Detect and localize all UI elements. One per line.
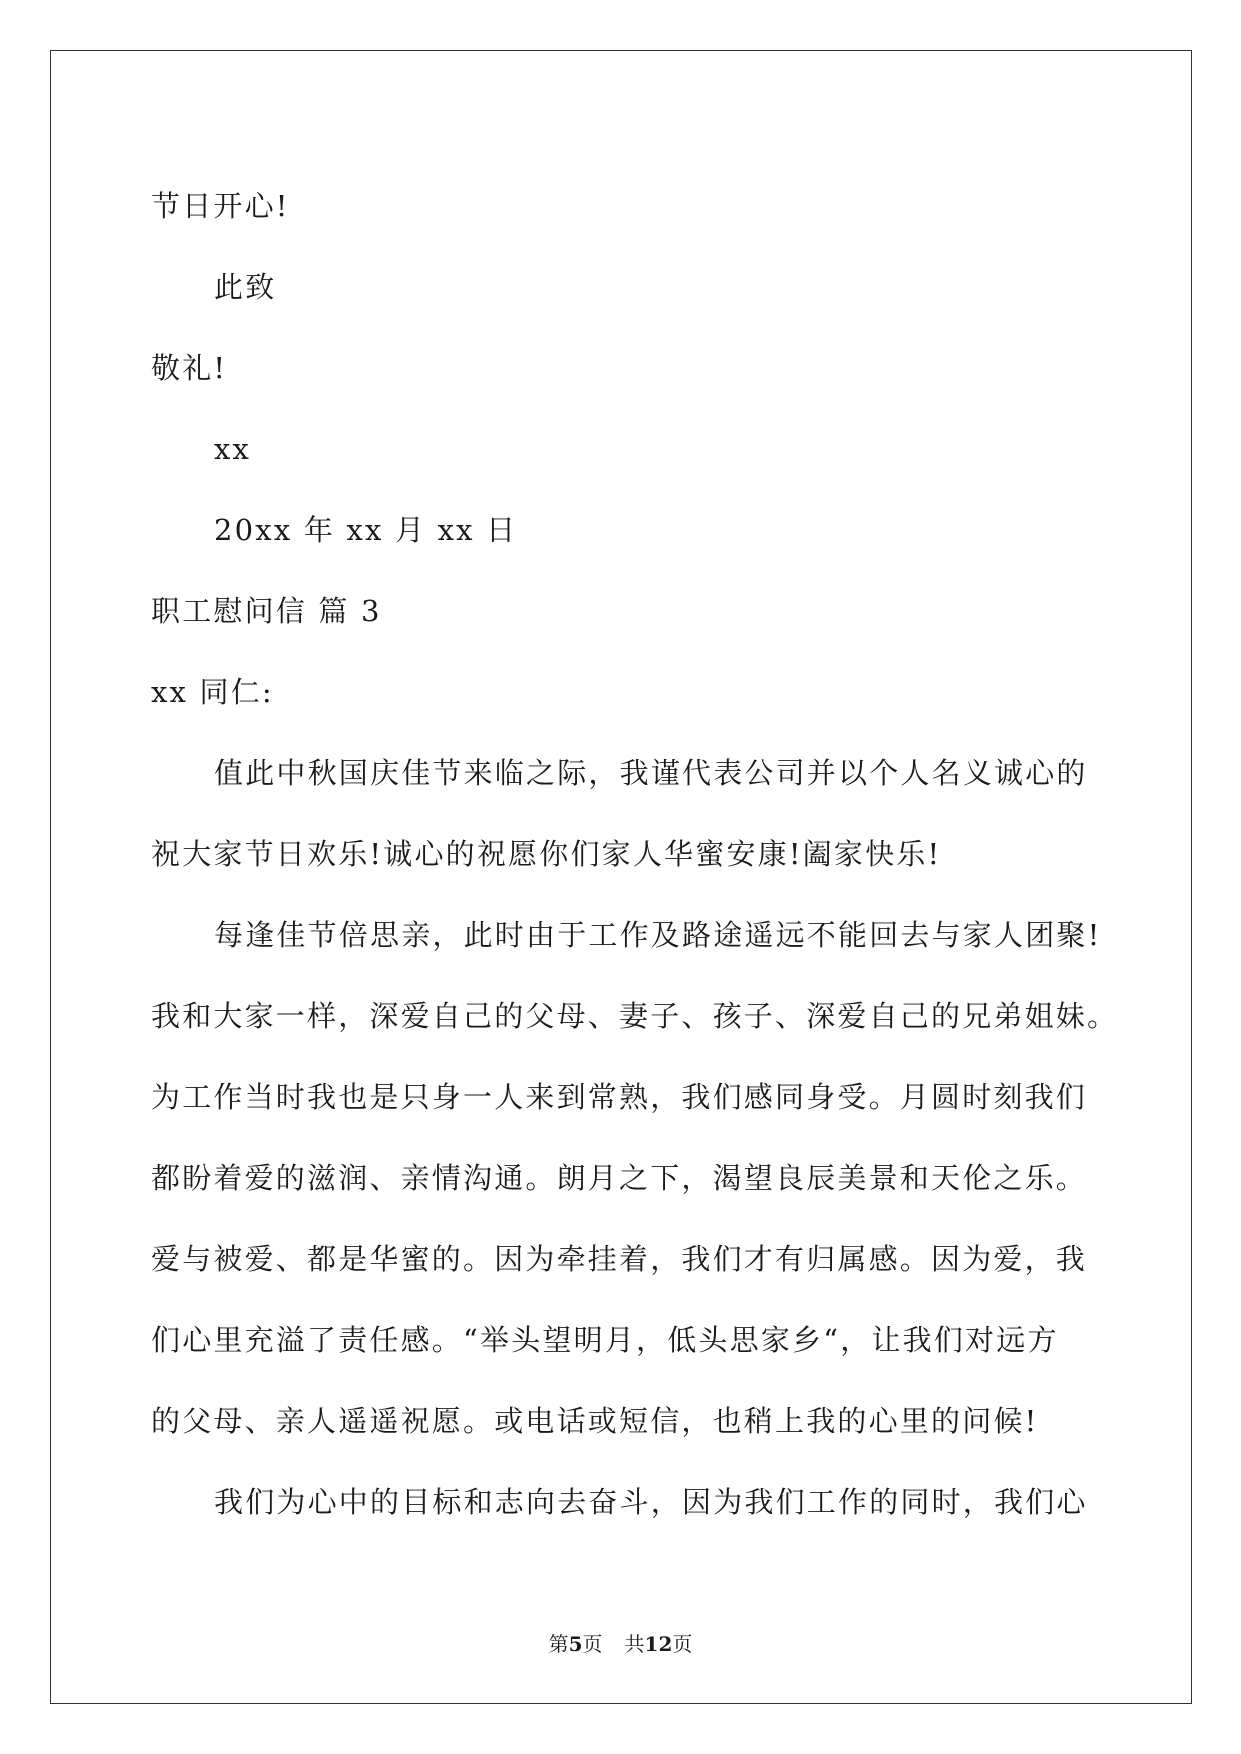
total-pages: 12	[644, 1632, 673, 1656]
salutation-line: 敬礼!	[151, 351, 228, 385]
signature-line: xx	[214, 432, 252, 466]
total-prefix: 共	[624, 1632, 645, 1656]
closing-line: 节日开心!	[151, 189, 290, 223]
paragraph-line: 的父母、亲人遥遥祝愿。或电话或短信，也稍上我的心里的问候!	[151, 1404, 1039, 1438]
paragraph-line: 我和大家一样，深爱自己的父母、妻子、孩子、深爱自己的兄弟姐妹。	[151, 999, 1119, 1033]
paragraph-line: 我们为心中的目标和志向去奋斗，因为我们工作的同时，我们心	[214, 1485, 1088, 1519]
salutation-line: 此致	[214, 270, 277, 304]
paragraph-line: 们心里充溢了责任感。“举头望明月，低头思家乡“，让我们对远方	[151, 1323, 1059, 1357]
total-suffix: 页	[672, 1632, 693, 1656]
paragraph-line: 都盼着爱的滋润、亲情沟通。朗月之下，渴望良辰美景和天伦之乐。	[151, 1161, 1088, 1195]
document-body	[151, 166, 1121, 1543]
paragraph-line: 为工作当时我也是只身一人来到常熟，我们感同身受。月圆时刻我们	[151, 1080, 1088, 1114]
page-footer	[0, 1628, 1241, 1657]
page-suffix: 页	[582, 1632, 603, 1656]
page-number: 5	[568, 1632, 583, 1656]
date-line: 20xx 年 xx 月 xx 日	[214, 513, 518, 547]
paragraph-line: 每逢佳节倍思亲，此时由于工作及路途遥远不能回去与家人团聚!	[214, 918, 1102, 952]
paragraph-line: 值此中秋国庆佳节来临之际，我谨代表公司并以个人名义诚心的	[214, 756, 1088, 790]
paragraph-line: 爱与被爱、都是华蜜的。因为牵挂着，我们才有归属感。因为爱，我	[151, 1242, 1088, 1276]
paragraph-line: 祝大家节日欢乐!诚心的祝愿你们家人华蜜安康!阖家快乐!	[151, 837, 942, 871]
page-prefix: 第	[548, 1632, 569, 1656]
greeting-line: xx 同仁:	[151, 675, 274, 709]
section-heading: 职工慰问信 篇 3	[151, 594, 382, 628]
